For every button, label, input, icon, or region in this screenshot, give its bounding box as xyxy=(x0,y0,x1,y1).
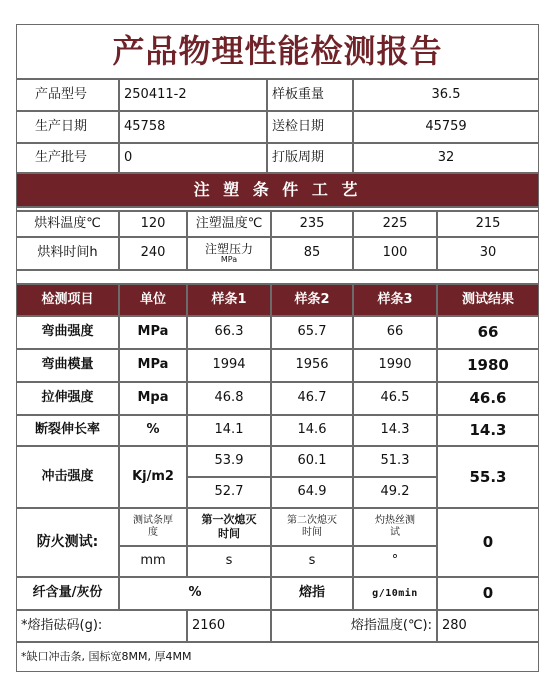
table-row-result: 1980 xyxy=(437,349,539,382)
table-row-s3: 1990 xyxy=(353,349,437,382)
table-row-s2: 65.7 xyxy=(271,316,353,349)
fire-wire-label: 灼热丝测试 xyxy=(353,508,437,546)
table-row-s1: 1994 xyxy=(187,349,271,382)
table-row-s1: 14.1 xyxy=(187,415,271,446)
inj-temp-1: 235 xyxy=(271,211,353,237)
table-row-s3: 66 xyxy=(353,316,437,349)
table-row-unit: Mpa xyxy=(119,382,187,415)
inj-temp-2: 225 xyxy=(353,211,437,237)
impact-unit: Kj/m2 xyxy=(119,446,187,508)
inj-pressure-label: 注塑压力 xyxy=(204,241,253,256)
fire-first-unit: s xyxy=(187,546,271,577)
inj-temp-label: 注塑温度℃ xyxy=(187,211,271,237)
dry-temp-value: 120 xyxy=(119,211,187,237)
table-row-s2: 1956 xyxy=(271,349,353,382)
test-header-result: 测试结果 xyxy=(437,284,539,316)
impact-r2-s2: 64.9 xyxy=(271,477,353,508)
dry-time-label: 烘料时间h xyxy=(16,237,119,270)
inj-pressure-3: 30 xyxy=(437,237,539,270)
test-header-s2: 样条2 xyxy=(271,284,353,316)
dry-time-value: 240 xyxy=(119,237,187,270)
fire-thickness-unit: mm xyxy=(119,546,187,577)
sample-weight-value: 36.5 xyxy=(353,79,539,111)
inj-pressure-label-cell xyxy=(187,237,271,270)
table-row-unit: % xyxy=(119,415,187,446)
fire-thickness-label: 测试条厚度 xyxy=(119,508,187,546)
prod-date-label: 生产日期 xyxy=(16,111,119,143)
table-row-result: 46.6 xyxy=(437,382,539,415)
table-row-unit: MPa xyxy=(119,349,187,382)
submit-date-value: 45759 xyxy=(353,111,539,143)
inj-pressure-unit: MPa xyxy=(220,254,238,264)
inj-pressure-1: 85 xyxy=(271,237,353,270)
fire-item: 防火测试: xyxy=(16,508,119,577)
table-row-s1: 66.3 xyxy=(187,316,271,349)
dry-temp-label: 烘料温度℃ xyxy=(16,211,119,237)
melt-temp-label: 熔指温度(℃): xyxy=(271,610,437,642)
fiber-item: 纤含量/灰份 xyxy=(16,577,119,610)
table-row-unit: MPa xyxy=(119,316,187,349)
impact-r1-s1: 53.9 xyxy=(187,446,271,477)
table-row-item: 弯曲强度 xyxy=(16,316,119,349)
spacer-row xyxy=(16,270,539,284)
table-row-item: 断裂伸长率 xyxy=(16,415,119,446)
table-row-result: 14.3 xyxy=(437,415,539,446)
table-row-item: 弯曲模量 xyxy=(16,349,119,382)
process-header: 注 塑 条 件 工 艺 xyxy=(16,173,539,207)
impact-r1-s2: 60.1 xyxy=(271,446,353,477)
melt-unit: g/10min xyxy=(353,577,437,610)
submit-date-label: 送检日期 xyxy=(267,111,353,143)
fiber-unit: % xyxy=(119,577,271,610)
impact-item: 冲击强度 xyxy=(16,446,119,508)
test-header-item: 检测项目 xyxy=(16,284,119,316)
model-label: 产品型号 xyxy=(16,79,119,111)
impact-r2-s1: 52.7 xyxy=(187,477,271,508)
test-header-s3: 样条3 xyxy=(353,284,437,316)
table-row-s2: 14.6 xyxy=(271,415,353,446)
table-row-s3: 46.5 xyxy=(353,382,437,415)
footer-note: *缺口冲击条, 国标宽8MM, 厚4MM xyxy=(16,642,539,672)
prod-date-value: 45758 xyxy=(119,111,267,143)
model-value: 250411-2 xyxy=(119,79,267,111)
table-row-result: 66 xyxy=(437,316,539,349)
table-row-s2: 46.7 xyxy=(271,382,353,415)
sample-weight-label: 样板重量 xyxy=(267,79,353,111)
impact-r2-s3: 49.2 xyxy=(353,477,437,508)
batch-value: 0 xyxy=(119,143,267,173)
inj-pressure-2: 100 xyxy=(353,237,437,270)
fire-first-label: 第一次熄灭时间 xyxy=(187,508,271,546)
fire-wire-unit: ° xyxy=(353,546,437,577)
table-row-s1: 46.8 xyxy=(187,382,271,415)
batch-label: 生产批号 xyxy=(16,143,119,173)
test-header-unit: 单位 xyxy=(119,284,187,316)
melt-label: 熔指 xyxy=(271,577,353,610)
impact-result: 55.3 xyxy=(437,446,539,508)
inj-temp-3: 215 xyxy=(437,211,539,237)
melt-temp-value: 280 xyxy=(437,610,539,642)
melt-weight-value: 2160 xyxy=(187,610,271,642)
test-header-s1: 样条1 xyxy=(187,284,271,316)
melt-result: 0 xyxy=(437,577,539,610)
fire-second-label: 第二次熄灭时间 xyxy=(271,508,353,546)
report-title: 产品物理性能检测报告 xyxy=(16,24,539,79)
cycle-value: 32 xyxy=(353,143,539,173)
cycle-label: 打版周期 xyxy=(267,143,353,173)
table-row-item: 拉伸强度 xyxy=(16,382,119,415)
table-row-s3: 14.3 xyxy=(353,415,437,446)
fire-result: 0 xyxy=(437,508,539,577)
impact-r1-s3: 51.3 xyxy=(353,446,437,477)
fire-second-unit: s xyxy=(271,546,353,577)
melt-weight-label: *熔指砝码(g): xyxy=(16,610,187,642)
